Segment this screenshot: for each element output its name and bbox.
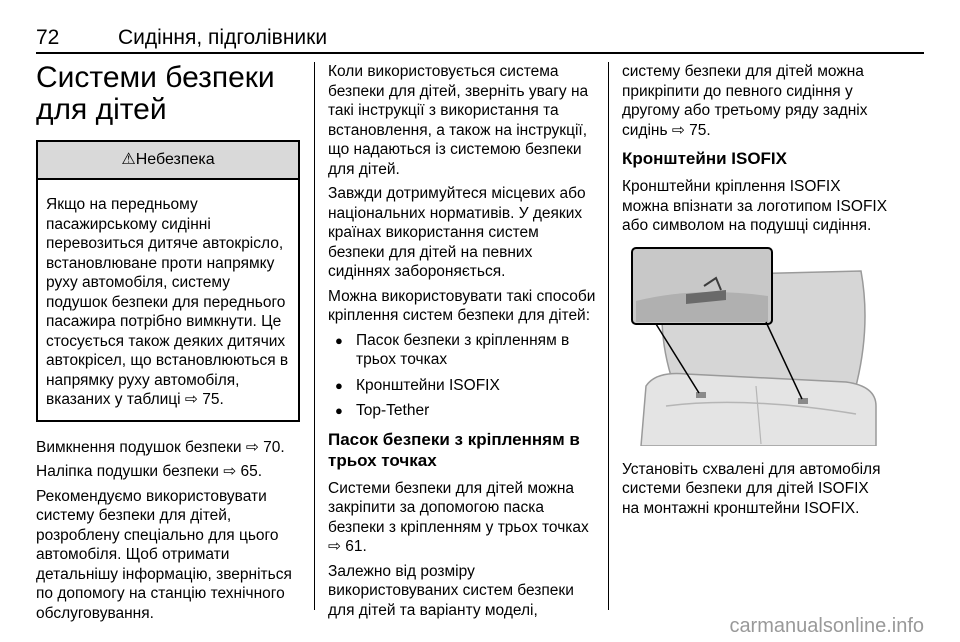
paragraph: Системи безпеки для дітей можна закріпити за допомогою паска безпеки з кріпленням у трьох точках ⇨ 61. bbox=[328, 479, 589, 555]
list-item: ● Кронштейни ISOFIX bbox=[328, 376, 596, 396]
bullet-list bbox=[328, 331, 596, 421]
list-item: ● Пасок безпеки з кріпленням в трьох точках bbox=[328, 331, 596, 370]
column-3 bbox=[622, 62, 890, 523]
column-divider bbox=[314, 62, 315, 610]
paragraph: Рекомендуємо використовувати систему безпеки для дітей, розроблену спеціально для цього автомобіля. Щоб отримати детальнішу інформацію, зверніться по допомогу на станцію технічного обслуговування. bbox=[36, 487, 292, 622]
column-1 bbox=[36, 62, 300, 628]
warning-box bbox=[36, 140, 300, 422]
isofix-seat-image bbox=[626, 246, 888, 446]
warning-text: Якщо на передньому пасажирському сидінні перевозиться дитяче автокрісло, встановлюване проти напрямку руху автомобіля, систему подушок безпеки для переднього пасажира потрібно вимкнути. Це стосується також деяких дитячих автокрісел, що встановлюються в напрямку руху автомобіля, вказаних у таблиці ⇨ 75. bbox=[46, 196, 289, 408]
section-heading: Кронштейни ISOFIX bbox=[622, 149, 787, 168]
column-2 bbox=[328, 62, 596, 625]
paragraph: Коли використовується система безпеки для дітей, зверніть увагу на такі інструкції з використання та встановлення, а також на інструкції, що надаються із системою безпеки для дітей. bbox=[328, 63, 589, 178]
list-item: ● Top-Tether bbox=[328, 401, 596, 421]
isofix-illustration bbox=[626, 246, 888, 446]
paragraph: Залежно від розміру використовуваних систем безпеки для дітей та варіанту моделі, bbox=[328, 562, 574, 619]
paragraph: Можна використовувати такі способи кріплення систем безпеки для дітей: bbox=[328, 287, 596, 324]
warning-label: ⚠Небезпека bbox=[38, 142, 298, 180]
column-divider bbox=[608, 62, 609, 610]
paragraph: Наліпка подушки безпеки ⇨ 65. bbox=[36, 463, 263, 480]
page-title: Системи безпеки для дітей bbox=[36, 61, 275, 126]
section-heading: Пасок безпеки з кріпленням в трьох точках bbox=[328, 429, 580, 470]
watermark: carmanualsonline.info bbox=[729, 615, 924, 637]
page-header bbox=[36, 26, 924, 54]
paragraph: Установіть схвалені для автомобіля системи безпеки для дітей ISOFIX на монтажні кронштейни ISOFIX. bbox=[622, 460, 881, 517]
paragraph: Кронштейни кріплення ISOFIX можна впізнати за логотипом ISOFIX або символом на подушці сидіння. bbox=[622, 178, 888, 234]
paragraph: Вимкнення подушок безпеки ⇨ 70. bbox=[36, 438, 285, 456]
page-number: 72 bbox=[36, 26, 60, 49]
paragraph: систему безпеки для дітей можна прикріпити до певного сидіння у другому або третьому ряду задніх сидінь ⇨ 75. bbox=[622, 63, 868, 139]
section-title: Сидіння, підголівники bbox=[118, 26, 328, 49]
paragraph: Завжди дотримуйтеся місцевих або національних нормативів. У деяких країнах використання систем безпеки для дітей на певних сидіннях забороняється. bbox=[328, 185, 586, 280]
